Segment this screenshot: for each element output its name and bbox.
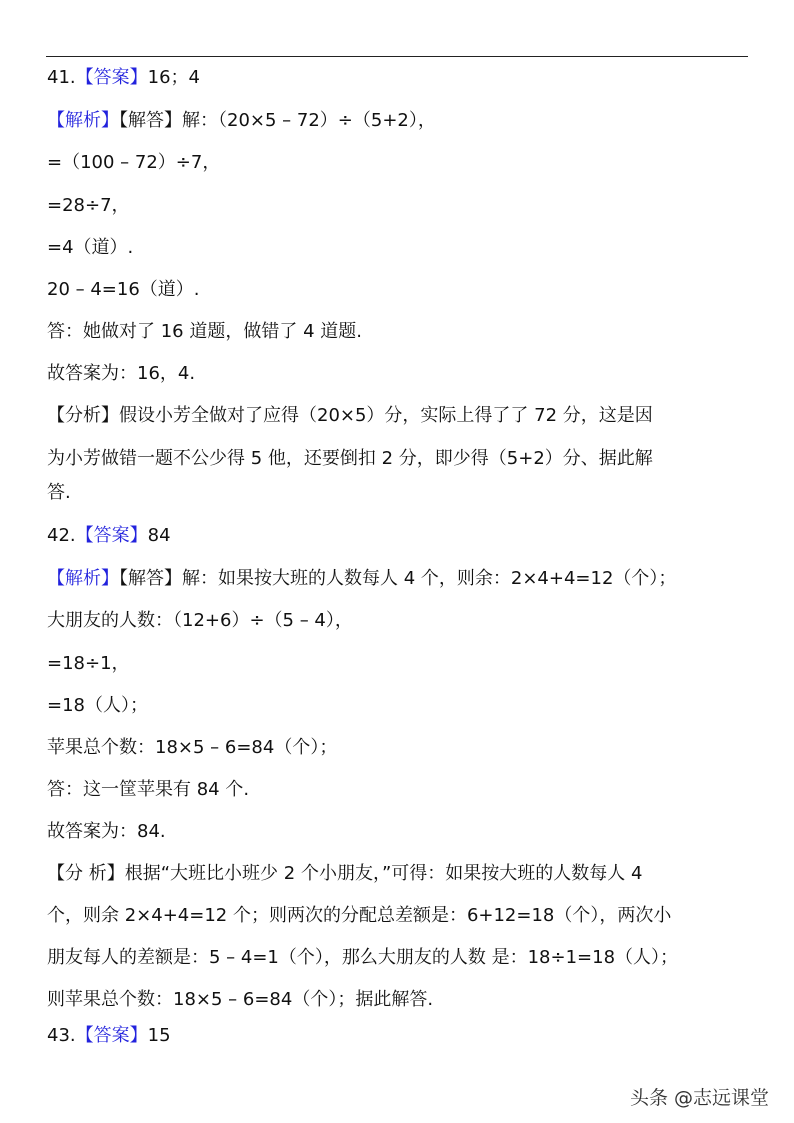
text-segment: 大朋友的人数：（12+6）÷（5 – 4）， [47,610,353,631]
text-line [47,524,171,548]
text-line [47,988,433,1012]
text-segment: 43. [47,1025,76,1046]
text-segment: 为小芳做错一题不公少得 5 他，还要倒扣 2 分，即少得（5+2）分、据此解 [47,448,653,469]
text-line [47,109,436,133]
answer-label: 【答案】 [75,67,148,88]
text-segment: =18÷1， [47,653,130,674]
text-segment: 答：这一筐苹果有 84 个. [47,779,250,800]
text-segment: 个，则余 2×4+4=12 个；则两次的分配总差额是：6+12=18（个），两次小 [47,905,672,926]
text-segment: 故答案为：84. [47,821,166,842]
text-segment: 84 [147,525,171,546]
text-segment: 【分析】假设小芳全做对了应得（20×5）分，实际上得了了 72 分，这是因 [47,405,653,426]
text-segment: 【解答】解：（20×5 – 72）÷（5+2）， [119,110,436,131]
text-line [47,946,678,970]
text-segment: 答：她做对了 16 道题，做错了 4 道题. [47,321,362,342]
text-segment: =18（人）； [47,695,148,716]
text-line [47,1024,171,1048]
text-segment: 朋友每人的差额是：5 – 4=1（个），那么大朋友的人数 是：18÷1=18（人）； [47,947,679,968]
answer-label: 【答案】 [75,1025,148,1046]
text-segment: 20 – 4=16（道）. [47,279,200,300]
text-line [47,567,676,591]
text-segment: 苹果总个数：18×5 – 6=84（个）； [47,737,338,758]
text-line [47,404,653,428]
text-segment: =4（道）. [47,237,134,258]
text-line [47,278,200,302]
text-line [47,194,130,218]
text-segment: 16；4 [147,67,200,88]
text-segment: =28÷7， [47,195,130,216]
text-line [47,236,133,260]
text-line [47,447,653,471]
watermark: 头条 @志远课堂 [630,1087,770,1109]
text-segment: 【解答】解：如果按大班的人数每人 4 个，则余：2×4+4=12（个）； [119,568,677,589]
text-line [47,362,195,386]
answer-label: 【解析】 [47,568,119,589]
text-line [47,151,220,175]
text-line [47,66,200,90]
text-segment: 15 [147,1025,171,1046]
text-line [47,904,671,928]
answer-label: 【答案】 [75,525,148,546]
text-line [47,652,130,676]
text-line [47,778,249,802]
text-line [47,320,362,344]
text-segment: 41. [47,67,76,88]
text-line [47,609,353,633]
text-segment: 42. [47,525,76,546]
text-segment: =（100 – 72）÷7， [47,152,221,173]
text-line [47,736,337,760]
text-line [47,694,148,718]
header-rule [46,56,748,57]
text-line [47,820,166,844]
answer-label: 【解析】 [47,110,119,131]
text-segment: 故答案为：16，4. [47,363,196,384]
text-segment: 则苹果总个数：18×5 – 6=84（个）；据此解答. [47,989,434,1010]
text-line [47,862,642,886]
text-segment: 【分 析】根据“大班比小班少 2 个小朋友，”可得：如果按大班的人数每人 4 [47,863,643,884]
text-line [47,481,71,505]
text-segment: 答. [47,482,71,503]
